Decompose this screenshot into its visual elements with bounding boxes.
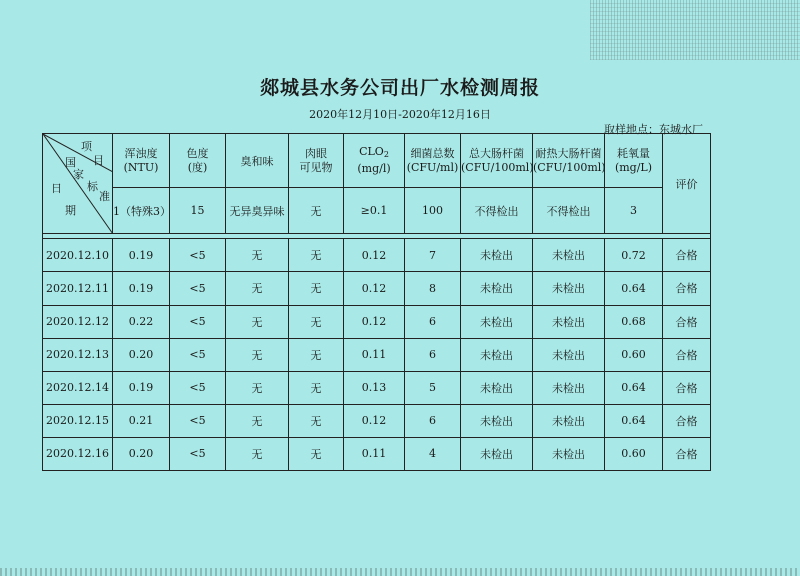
report-date-range: 2020年12月10日-2020年12月16日	[309, 108, 491, 121]
header-bacteria-name: 细菌总数	[410, 146, 455, 160]
table-row	[43, 404, 711, 437]
cell-thermo: 未检出	[533, 371, 605, 404]
header-odor: 臭和味	[226, 134, 289, 188]
data-rows	[43, 239, 711, 471]
cell-date: 2020.12.14	[43, 371, 113, 404]
standard-clo2: ≥0.1	[344, 188, 405, 234]
cell-date: 2020.12.11	[43, 272, 113, 305]
header-row	[43, 134, 711, 188]
header-visible-line1: 肉眼	[305, 146, 327, 160]
cell-odor: 无	[226, 437, 289, 470]
cell-color: <5	[170, 404, 226, 437]
cell-odor: 无	[226, 305, 289, 338]
cell-bacteria: 6	[405, 305, 461, 338]
table-row	[43, 272, 711, 305]
header-visible	[289, 134, 344, 188]
cell-bacteria: 6	[405, 404, 461, 437]
cell-coliform: 未检出	[461, 437, 533, 470]
cell-eval: 合格	[663, 305, 711, 338]
cell-clo2: 0.11	[344, 338, 405, 371]
cell-thermo: 未检出	[533, 437, 605, 470]
cell-bacteria: 5	[405, 371, 461, 404]
cell-odor: 无	[226, 371, 289, 404]
header-evaluation: 评价	[663, 134, 711, 234]
cell-color: <5	[170, 338, 226, 371]
corner-item2: 目	[93, 154, 104, 167]
cell-visible: 无	[289, 239, 344, 272]
cell-coliform: 未检出	[461, 239, 533, 272]
cell-oxygen: 0.72	[605, 239, 663, 272]
cell-eval: 合格	[663, 371, 711, 404]
cell-thermo: 未检出	[533, 305, 605, 338]
cell-color: <5	[170, 239, 226, 272]
cell-odor: 无	[226, 338, 289, 371]
cell-oxygen: 0.68	[605, 305, 663, 338]
standard-odor: 无异臭异味	[226, 188, 289, 234]
cell-date: 2020.12.13	[43, 338, 113, 371]
cell-visible: 无	[289, 338, 344, 371]
cell-eval: 合格	[663, 239, 711, 272]
cell-odor: 无	[226, 272, 289, 305]
header-thermo-name: 耐热大肠杆菌	[535, 146, 602, 160]
cell-date: 2020.12.12	[43, 305, 113, 338]
header-oxygen-name: 耗氧量	[617, 146, 650, 160]
standard-visible: 无	[289, 188, 344, 234]
cell-coliform: 未检出	[461, 338, 533, 371]
report-title: 郯城县水务公司出厂水检测周报	[259, 77, 540, 99]
cell-turbidity: 0.19	[113, 371, 170, 404]
header-coliform	[461, 134, 533, 188]
cell-visible: 无	[289, 305, 344, 338]
standards-row	[43, 188, 711, 234]
header-thermo-coliform	[533, 134, 605, 188]
cell-bacteria: 8	[405, 272, 461, 305]
cell-oxygen: 0.64	[605, 371, 663, 404]
header-coliform-name: 总大肠杆菌	[469, 146, 524, 160]
standard-thermo: 不得检出	[533, 188, 605, 234]
water-quality-table	[42, 133, 711, 471]
cell-clo2: 0.11	[344, 437, 405, 470]
corner-standard4: 准	[99, 190, 110, 203]
cell-turbidity: 0.20	[113, 437, 170, 470]
header-color	[170, 134, 226, 188]
header-clo2	[344, 134, 405, 188]
header-oxygen-unit: (mg/L)	[614, 160, 653, 174]
corner-date2: 期	[65, 204, 76, 217]
standard-color: 15	[170, 188, 226, 234]
cell-color: <5	[170, 371, 226, 404]
cell-color: <5	[170, 272, 226, 305]
cell-color: <5	[170, 305, 226, 338]
cell-eval: 合格	[663, 437, 711, 470]
scan-edge	[0, 568, 800, 576]
cell-oxygen: 0.64	[605, 272, 663, 305]
corner-standard3: 标	[87, 180, 98, 193]
cell-turbidity: 0.19	[113, 239, 170, 272]
cell-turbidity: 0.22	[113, 305, 170, 338]
corner-item: 项	[81, 140, 92, 153]
table-row	[43, 338, 711, 371]
standard-oxygen: 3	[605, 188, 663, 234]
cell-visible: 无	[289, 437, 344, 470]
header-bacteria	[405, 134, 461, 188]
cell-date: 2020.12.10	[43, 239, 113, 272]
cell-odor: 无	[226, 239, 289, 272]
header-color-unit: (度)	[187, 160, 208, 174]
header-bacteria-unit: (CFU/ml)	[406, 160, 459, 174]
corner-header	[43, 134, 113, 234]
header-thermo-unit: (CFU/100ml)	[533, 160, 606, 174]
standard-bacteria: 100	[405, 188, 461, 234]
cell-visible: 无	[289, 272, 344, 305]
cell-oxygen: 0.64	[605, 404, 663, 437]
standard-turbidity: 1（特殊3）	[113, 188, 170, 234]
cell-clo2: 0.12	[344, 239, 405, 272]
cell-thermo: 未检出	[533, 272, 605, 305]
header-oxygen	[605, 134, 663, 188]
cell-odor: 无	[226, 404, 289, 437]
cell-clo2: 0.12	[344, 272, 405, 305]
header-clo2-name	[344, 145, 404, 162]
header-coliform-unit: (CFU/100ml)	[461, 160, 534, 174]
cell-thermo: 未检出	[533, 239, 605, 272]
header-turbidity-name: 浑浊度	[124, 146, 158, 160]
header-turbidity	[113, 134, 170, 188]
cell-color: <5	[170, 437, 226, 470]
cell-thermo: 未检出	[533, 404, 605, 437]
header-clo2-main: CLO	[359, 145, 384, 159]
header-color-name: 色度	[186, 146, 209, 160]
header-clo2-sub: 2	[383, 150, 389, 160]
cell-eval: 合格	[663, 404, 711, 437]
cell-clo2: 0.12	[344, 305, 405, 338]
cell-oxygen: 0.60	[605, 437, 663, 470]
cell-bacteria: 4	[405, 437, 461, 470]
cell-date: 2020.12.15	[43, 404, 113, 437]
cell-eval: 合格	[663, 338, 711, 371]
cell-turbidity: 0.21	[113, 404, 170, 437]
corner-standard1: 国	[65, 156, 76, 169]
cell-coliform: 未检出	[461, 305, 533, 338]
header-clo2-unit: (mg/l)	[357, 162, 391, 176]
header-visible-line2: 可见物	[299, 160, 333, 174]
table-row	[43, 437, 711, 470]
cell-visible: 无	[289, 404, 344, 437]
cell-turbidity: 0.20	[113, 338, 170, 371]
cell-coliform: 未检出	[461, 272, 533, 305]
cell-thermo: 未检出	[533, 338, 605, 371]
cell-eval: 合格	[663, 272, 711, 305]
scan-noise	[590, 0, 800, 60]
cell-bacteria: 7	[405, 239, 461, 272]
cell-clo2: 0.13	[344, 371, 405, 404]
cell-turbidity: 0.19	[113, 272, 170, 305]
cell-date: 2020.12.16	[43, 437, 113, 470]
corner-standard2: 家	[73, 168, 84, 181]
cell-visible: 无	[289, 371, 344, 404]
cell-coliform: 未检出	[461, 404, 533, 437]
cell-bacteria: 6	[405, 338, 461, 371]
cell-clo2: 0.12	[344, 404, 405, 437]
standard-coliform: 不得检出	[461, 188, 533, 234]
cell-oxygen: 0.60	[605, 338, 663, 371]
header-turbidity-unit: (NTU)	[123, 160, 159, 174]
sample-site: 取样地点：东城水厂	[604, 123, 703, 136]
table-row	[43, 305, 711, 338]
corner-date1: 日	[51, 182, 62, 195]
table-row	[43, 239, 711, 272]
table-row	[43, 371, 711, 404]
cell-coliform: 未检出	[461, 371, 533, 404]
